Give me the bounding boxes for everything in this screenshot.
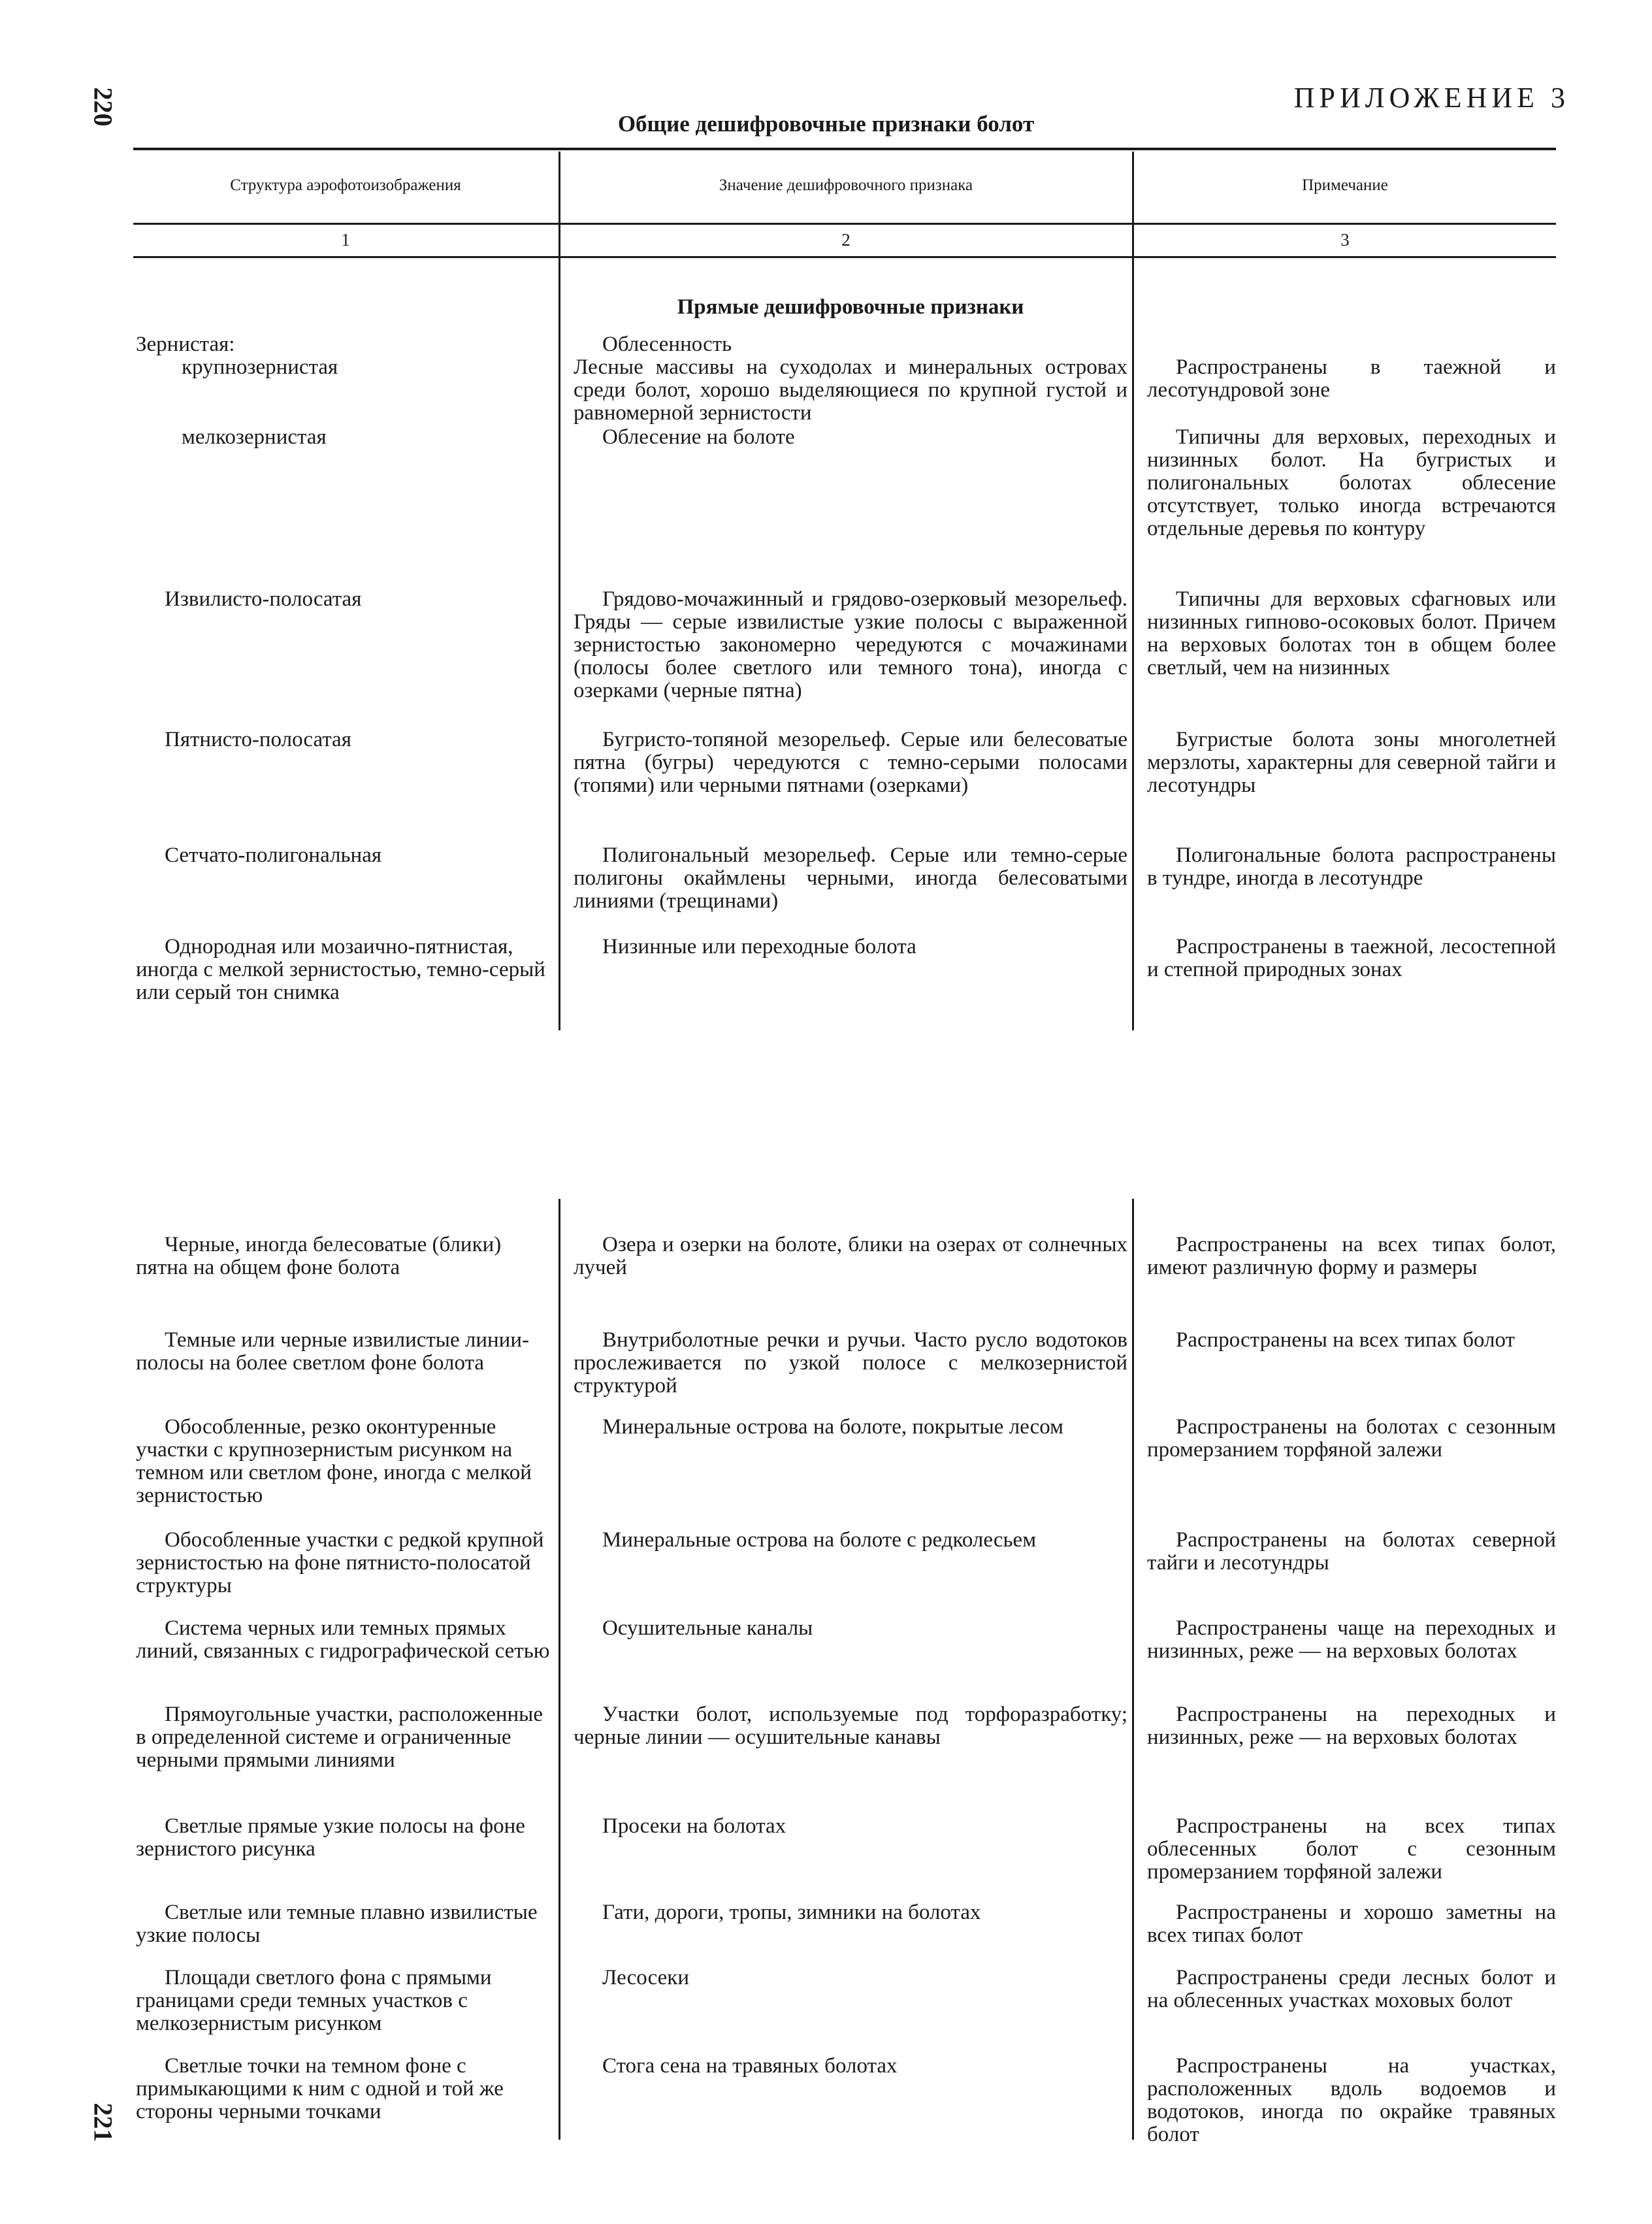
- table-cell: Озера и озерки на болоте, блики на озерах от солнечных лучей: [574, 1233, 1127, 1279]
- table-cell: Пятнисто-полосатая: [165, 728, 351, 751]
- table-cell: Распространены на всех типах болот: [1176, 1328, 1515, 1352]
- table-cell: Осушительные каналы: [602, 1616, 813, 1640]
- table-cell: Распространены в таежной, лесостепной и степной природных зонах: [1147, 935, 1556, 981]
- table-cell: Минеральные острова на болоте с редколесьем: [602, 1528, 1037, 1552]
- table-cell: Распространены чаще на переходных и низинных, реже — на верховых болотах: [1147, 1616, 1556, 1663]
- table-cell: Распространены среди лесных болот и на облесенных участках моховых болот: [1147, 1966, 1556, 2012]
- table-cell: Зернистая:: [136, 333, 235, 356]
- column-number-2: 2: [841, 230, 850, 250]
- header-col-2: Значение дешифровочного признака: [719, 176, 973, 194]
- table-cell: Полигональный мезорельеф. Серые или темно-серые полигоны окаймлены черными, иногда белесоватыми линиями (трещинами): [574, 843, 1127, 913]
- table-cell: Светлые или темные плавно извилистые узкие полосы: [136, 1901, 538, 1947]
- table-cell: Однородная или мозаично-пятнистая, иногда с мелкой зернистостью, темно-серый или серый тон снимка: [136, 935, 545, 1004]
- table-cell: Обособленные участки с редкой крупной зернистостью на фоне пятнисто-полосатой структуры: [136, 1528, 544, 1597]
- table-cell: Черные, иногда белесоватые (блики) пятна на общем фоне болота: [136, 1233, 502, 1279]
- column-divider: [1132, 1199, 1134, 2140]
- page-number-top: 220: [88, 87, 118, 127]
- table-cell: Грядово-мочажинный и грядово-озерковый мезорельеф. Гряды — серые извилистые узкие полосы с выраженной зернистостью закономерно чередуются с мочажинами (полосы более светлого или темного тона), иногда с озерками (черные пятна): [574, 587, 1127, 702]
- table-cell: Площади светлого фона с прямыми границами среди темных участков с мелкозернистым рисунком: [136, 1966, 492, 2035]
- top-rule: [133, 148, 1556, 150]
- header-rule: [133, 223, 1556, 225]
- table-cell: Система черных или темных прямых линий, связанных с гидрографической сетью: [136, 1616, 550, 1663]
- table-cell: Минеральные острова на болоте, покрытые лесом: [602, 1415, 1064, 1439]
- table-cell: Сетчато-полигональная: [165, 843, 382, 867]
- column-divider: [559, 1199, 560, 2140]
- table-cell: Светлые точки на темном фоне с примыкающими к ним с одной и той же стороны черными точками: [136, 2054, 504, 2123]
- table-cell: Гати, дороги, тропы, зимники на болотах: [602, 1901, 981, 1924]
- table-cell: Распространены на переходных и низинных, реже — на верховых болотах: [1147, 1703, 1556, 1749]
- table-cell: Участки болот, используемые под торфоразработку; черные линии — осушительные канавы: [574, 1703, 1127, 1749]
- table-cell: Распространены и хорошо заметны на всех типах болот: [1147, 1901, 1556, 1947]
- table-cell: Светлые прямые узкие полосы на фоне зернистого рисунка: [136, 1814, 525, 1861]
- table-cell: Обособленные, резко оконтуренные участки с крупнозернистым рисунком на темном или светлом фоне, иногда с мелкой зернистостью: [136, 1415, 532, 1507]
- table-cell: Распространены в таежной и лесотундровой зоне: [1147, 355, 1556, 402]
- table-cell: Низинные или переходные болота: [602, 935, 916, 958]
- table-cell: Облесение на болоте: [602, 425, 795, 449]
- table-cell: Лесосеки: [602, 1966, 689, 1989]
- column-number-3: 3: [1340, 230, 1350, 250]
- table-cell: Просеки на болотах: [602, 1814, 786, 1838]
- table-cell: Распространены на участках, расположенных вдоль водоемов и водотоков, иногда по окрайке травяных болот: [1147, 2054, 1556, 2146]
- appendix-label: ПРИЛОЖЕНИЕ 3: [1293, 82, 1570, 114]
- table-cell: Распространены на всех типах болот, имеют различную форму и размеры: [1147, 1233, 1556, 1279]
- table-cell: Типичны для верховых, переходных и низинных болот. На бугристых и полигональных болотах облесение отсутствует, только иногда встречаются отдельные деревья по контуру: [1147, 425, 1556, 540]
- table-cell: Темные или черные извилистые линии-полосы на более светлом фоне болота: [136, 1328, 529, 1375]
- table-cell: Стога сена на травяных болотах: [602, 2054, 898, 2078]
- table-cell: Бугристые болота зоны многолетней мерзлоты, характерны для северной тайги и лесотундры: [1147, 728, 1556, 797]
- numbers-rule: [133, 256, 1556, 258]
- header-col-1: Структура аэрофотоизображения: [230, 176, 461, 194]
- table-cell: Распространены на болотах северной тайги и лесотундры: [1147, 1528, 1556, 1575]
- table-cell: мелкозернистая: [182, 425, 327, 449]
- header-col-3: Примечание: [1302, 176, 1388, 194]
- table-cell: Внутриболотные речки и ручьи. Часто русло водотоков прослеживается по узкой полосе с мелкозернистой структурой: [574, 1328, 1127, 1398]
- section-title: Прямые дешифровочные признаки: [677, 295, 1024, 319]
- column-divider: [1132, 152, 1134, 1030]
- table-cell: Типичны для верховых сфагновых или низинных гипново-осоковых болот. Причем на верховых болотах тон в общем более светлый, чем на низинных: [1147, 587, 1556, 679]
- table-title: Общие дешифровочные признаки болот: [617, 111, 1035, 137]
- column-divider: [559, 152, 560, 1030]
- table-cell: Лесные массивы на суходолах и минеральных островах среди болот, хорошо выделяющиеся по крупной густой и равномерной зернистости: [574, 355, 1127, 425]
- column-number-1: 1: [341, 230, 350, 250]
- table-cell: крупнозернистая: [182, 355, 338, 379]
- table-cell: Облесенность: [602, 333, 732, 356]
- table-cell: Извилисто-полосатая: [165, 587, 362, 611]
- table-cell: Бугристо-топяной мезорельеф. Серые или белесоватые пятна (бугры) чередуются с темно-серыми полосами (топями) или черными пятнами (озерками): [574, 728, 1127, 797]
- page-number-bottom: 221: [88, 2102, 118, 2142]
- table-cell: Полигональные болота распространены в тундре, иногда в лесотундре: [1147, 843, 1556, 890]
- table-cell: Распространены на болотах с сезонным промерзанием торфяной залежи: [1147, 1415, 1556, 1462]
- table-cell: Прямоугольные участки, расположенные в определенной системе и ограниченные черными прямыми линиями: [136, 1703, 543, 1772]
- table-cell: Распространены на всех типах облесенных болот с сезонным промерзанием торфяной залежи: [1147, 1814, 1556, 1884]
